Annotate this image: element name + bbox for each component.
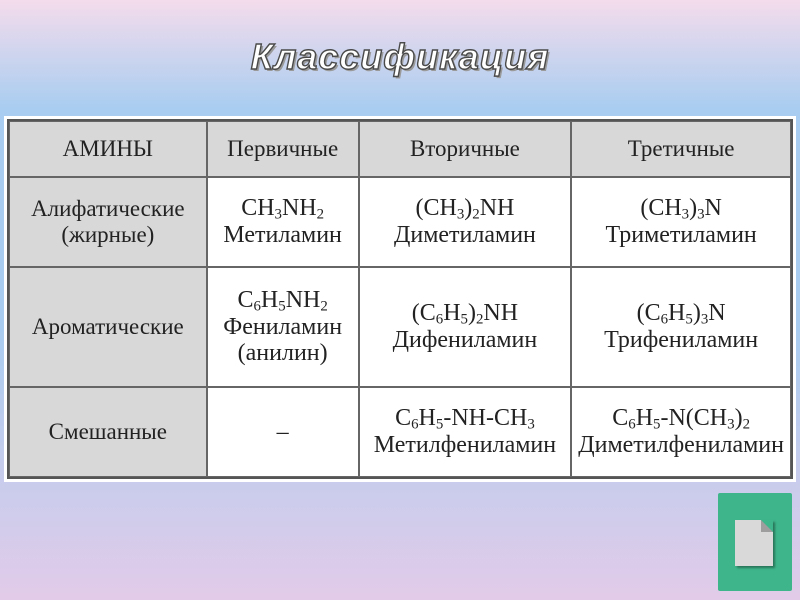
cell-aromatic-tertiary (571, 267, 791, 387)
cell-mixed-primary: – (207, 387, 359, 477)
header-amines: АМИНЫ (9, 121, 207, 177)
compound-name: Триметиламин (605, 222, 757, 248)
cell-mixed-secondary (359, 387, 572, 477)
compound-name: Дифениламин (392, 327, 538, 353)
compound-name: Фениламин (223, 313, 343, 340)
row-label-mixed: Смешанные (9, 387, 207, 477)
table-header-row (9, 121, 791, 177)
compound-name: Диметилфениламин (578, 432, 784, 458)
formula: $(C_6H_5)_2NH$ (411, 300, 519, 328)
cell-aromatic-primary (207, 267, 359, 387)
formula: $C_6H_5NH_2$ (237, 286, 328, 315)
formula: $C_6H_5-NH-CH_3$ (395, 405, 535, 433)
compound-name: Диметиламин (393, 222, 536, 248)
cell-aliphatic-tertiary (571, 177, 791, 267)
formula: $CH_3NH_2$ (241, 195, 325, 223)
row-label-line1: Алифатические (31, 196, 185, 222)
compound-name: Трифениламин (604, 327, 759, 353)
header-secondary: Вторичные (359, 121, 572, 177)
table-row-aromatic (9, 267, 791, 387)
page-fold (761, 520, 773, 532)
document-icon (735, 520, 773, 566)
amines-classification-table (4, 116, 796, 482)
table-row-aliphatic (9, 177, 791, 267)
formula: $C_6H_5-N(CH_3)_2$ (612, 405, 750, 433)
row-label-aromatic: Ароматические (9, 267, 207, 387)
cell-aliphatic-secondary (359, 177, 572, 267)
row-label-aliphatic (9, 177, 207, 267)
compound-name: Метилфениламин (373, 432, 557, 458)
slide-title: Классификация (250, 36, 550, 77)
row-label-line2: (жирные) (61, 222, 155, 247)
compound-name: Метиламин (223, 222, 342, 248)
formula: $(C_6H_5)_3N$ (636, 300, 726, 328)
cell-mixed-tertiary (571, 387, 791, 477)
cell-aliphatic-primary (207, 177, 359, 267)
compound-alt-name: (анилин) (237, 340, 328, 367)
formula: $(CH_3)_2NH$ (415, 195, 515, 223)
header-tertiary: Третичные (571, 121, 791, 177)
header-primary: Первичные (207, 121, 359, 177)
next-slide-button[interactable] (718, 493, 792, 591)
table-row-mixed (9, 387, 791, 477)
cell-aromatic-secondary (359, 267, 572, 387)
formula: $(CH_3)_3N$ (640, 195, 722, 223)
